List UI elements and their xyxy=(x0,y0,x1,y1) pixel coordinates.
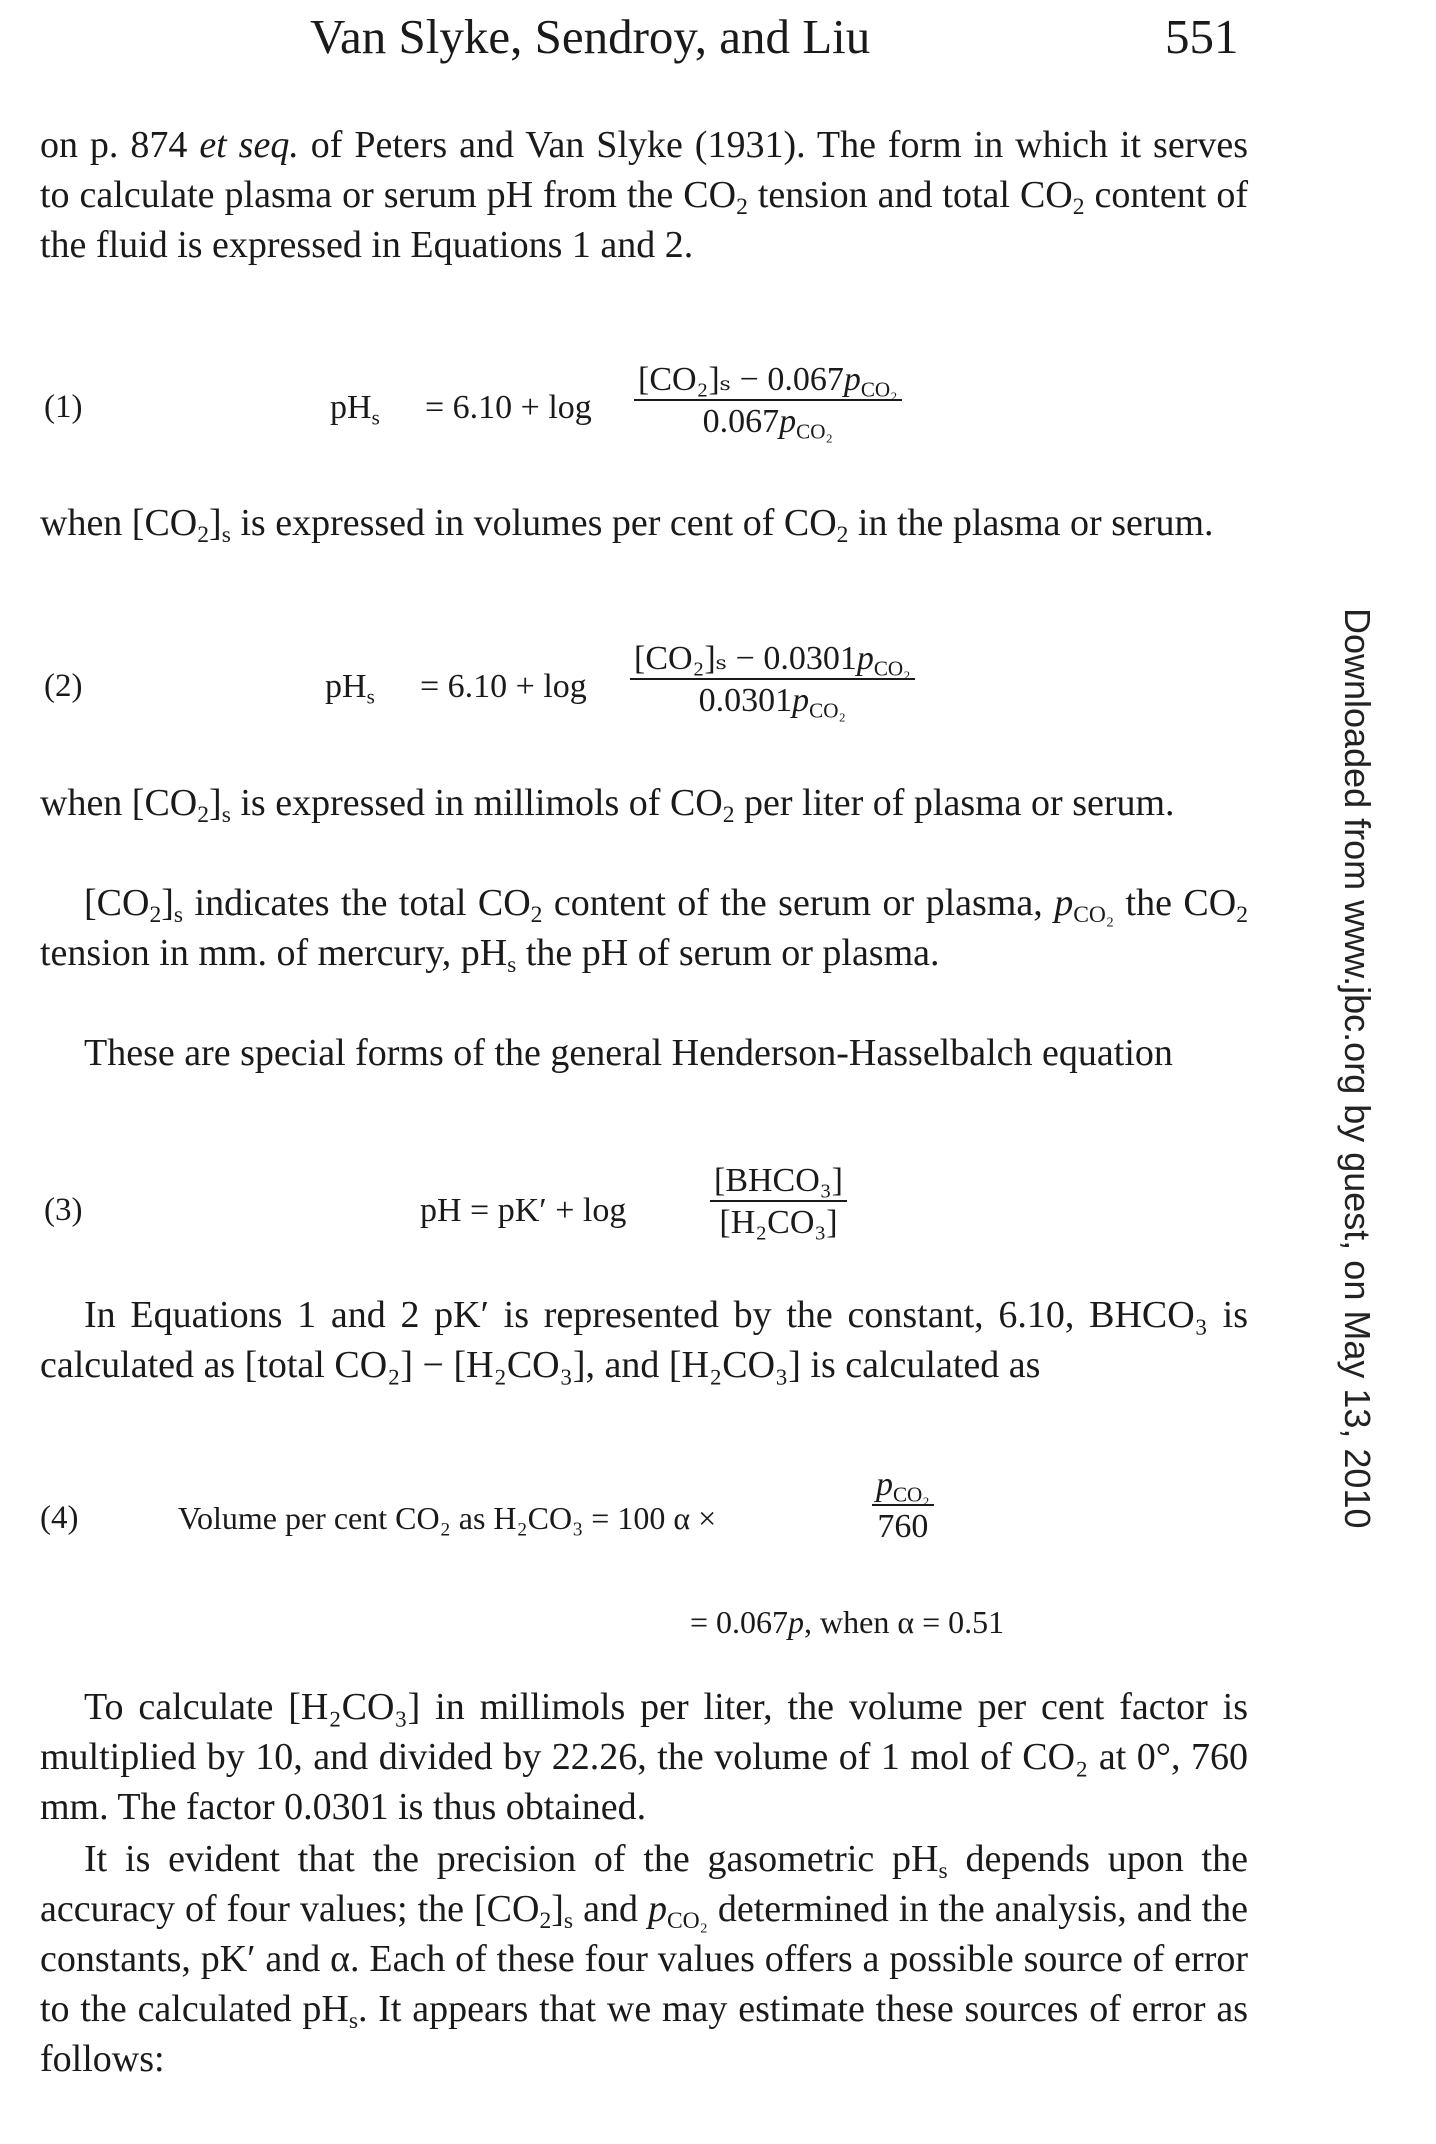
equation-fraction xyxy=(634,359,902,444)
paragraph-4: $[CO_2]_s$ indicates the total $CO_2$ content of the serum or plasma, $p_{CO_2}$ the $CO_2$ tension in mm. of mercury, $pH_s$ the pH of serum or plasma. xyxy=(40,882,1248,979)
equation-number: (2) xyxy=(44,668,83,704)
equation-4 xyxy=(0,1464,1300,1654)
paragraph-5: These are special forms of the general Henderson-Hasselbalch equation xyxy=(84,1032,1173,1074)
fraction-numerator: $[CO_2]_s - 0.067p_{CO_2}$ xyxy=(638,361,898,402)
download-notice: Downloaded from www.jbc.org by guest, on May 13, 2010 xyxy=(1337,608,1378,1529)
page-number: 551 xyxy=(1165,9,1239,64)
fraction-numerator: $p_{CO_2}$ xyxy=(876,1466,930,1507)
equation-lhs: Volume per cent CO₂ as H₂CO₃ = 100 α × xyxy=(178,1500,717,1536)
equation-lhs: pH = pK′ + log xyxy=(420,1192,627,1229)
fraction-denominator: 760 xyxy=(877,1508,929,1545)
fraction-numerator: [BHCO₃] xyxy=(714,1162,843,1199)
equation-lhs: $pH_s$ xyxy=(330,389,380,430)
equation-fraction xyxy=(872,1466,934,1546)
fraction-denominator: $0.0301p_{CO_2}$ xyxy=(698,682,846,723)
paragraph-8: It is evident that the precision of the gasometric $pH_s$ depends upon the accuracy of four values; the $[CO_2]_s$ and $p_{CO_2}$ determined in the analysis, and the constants, pK′ and α. Each of these four values offers a possible source of error to the calculated $pH_s$. It appears that we may estimate these sources of error as follows: xyxy=(40,1838,1249,2080)
paragraph-2: when $[CO_2]_s$ is expressed in volumes per cent of $CO_2$ in the plasma or serum. xyxy=(40,502,1214,549)
equation-line-2: = 0.067p, when α = 0.51 xyxy=(690,1604,1005,1640)
fraction-denominator: [H₂CO₃] xyxy=(719,1204,838,1241)
fraction-numerator: $[CO_2]_s - 0.0301p_{CO_2}$ xyxy=(634,640,911,681)
equation-number: (1) xyxy=(44,389,83,425)
paragraph-7: To calculate [H₂CO₃] in millimols per liter, the volume per cent factor is multiplied by 10, and divided by 22.26, the volume of 1 mol of CO₂ at 0°, 760 mm. The factor 0.0301 is thus obtained. xyxy=(40,1686,1248,1828)
equation-rhs-prefix: = 6.10 + log xyxy=(425,389,592,426)
equation-fraction xyxy=(630,638,915,723)
equation-rhs-prefix: = 6.10 + log xyxy=(420,668,587,705)
paragraph-3: when $[CO_2]_s$ is expressed in millimols of $CO_2$ per liter of plasma or serum. xyxy=(40,782,1175,829)
equation-number: (3) xyxy=(44,1192,83,1228)
equation-1 xyxy=(0,355,1300,475)
paragraph-1: on p. 874 et seq. of Peters and Van Slyke (1931). The form in which it serves to calculate plasma or serum pH from the $CO_2$ tension and total $CO_2$ content of the fluid is expressed in Equations 1 and 2. xyxy=(40,124,1248,266)
paragraph-6: In Equations 1 and 2 pK′ is represented by the constant, 6.10, BHCO₃ is calculated as [total CO₂] − [H₂CO₃], and [H₂CO₃] is calculated as xyxy=(40,1294,1248,1386)
equation-2 xyxy=(0,634,1300,754)
equation-fraction xyxy=(710,1162,847,1242)
equation-number: (4) xyxy=(40,1500,79,1536)
equation-lhs: $pH_s$ xyxy=(325,668,375,709)
header-authors: Van Slyke, Sendroy, and Liu xyxy=(310,9,871,64)
fraction-denominator: $0.067p_{CO_2}$ xyxy=(702,403,833,444)
equation-3 xyxy=(0,1158,1300,1278)
